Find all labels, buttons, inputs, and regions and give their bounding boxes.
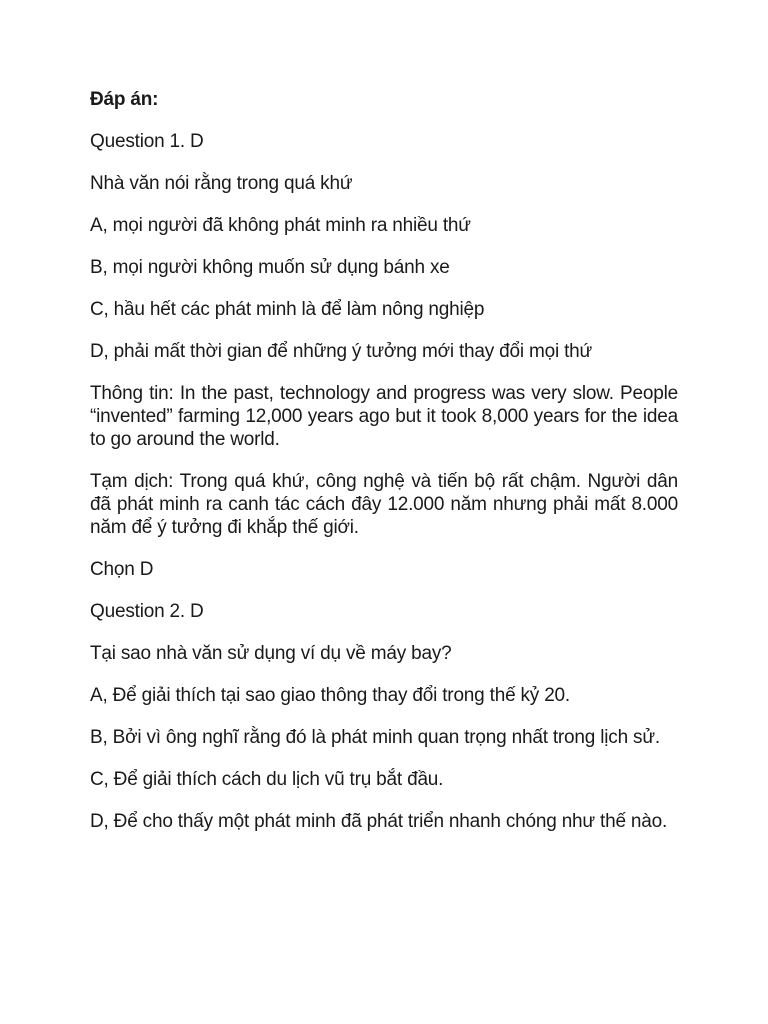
question-1-answer: Chọn D	[90, 559, 154, 580]
question-1-translation: Tạm dịch: Trong quá khứ, công nghệ và tiến bộ rất chậm. Người dân đã phát minh ra canh tác cách đây 12.000 năm nhưng phải mất 8.000 năm để ý tưởng đi khắp thế giới.	[90, 471, 678, 538]
question-2-prompt: Tại sao nhà văn sử dụng ví dụ về máy bay?	[90, 643, 452, 664]
question-1-info: Thông tin: In the past, technology and progress was very slow. People “invented” farming 12,000 years ago but it took 8,000 years for the idea to go around the world.	[90, 383, 678, 450]
question-1-option-b: B, mọi người không muốn sử dụng bánh xe	[90, 257, 450, 278]
question-1-prompt: Nhà văn nói rằng trong quá khứ	[90, 173, 353, 194]
question-2-option-d: D, Để cho thấy một phát minh đã phát triển nhanh chóng như thế nào.	[90, 811, 668, 832]
question-2-option-a: A, Để giải thích tại sao giao thông thay đổi trong thế kỷ 20.	[90, 685, 571, 706]
answer-heading: Đáp án:	[90, 89, 159, 110]
question-1-option-c: C, hầu hết các phát minh là để làm nông nghiệp	[90, 299, 485, 320]
question-2-title: Question 2. D	[90, 601, 204, 622]
question-1-option-a: A, mọi người đã không phát minh ra nhiều thứ	[90, 215, 471, 236]
document-page	[90, 88, 678, 852]
question-1-title: Question 1. D	[90, 131, 204, 152]
question-1-option-d: D, phải mất thời gian để những ý tưởng mới thay đổi mọi thứ	[90, 341, 593, 362]
question-2-option-c: C, Để giải thích cách du lịch vũ trụ bắt đầu.	[90, 769, 444, 790]
question-2-option-b: B, Bởi vì ông nghĩ rằng đó là phát minh quan trọng nhất trong lịch sử.	[90, 727, 660, 748]
